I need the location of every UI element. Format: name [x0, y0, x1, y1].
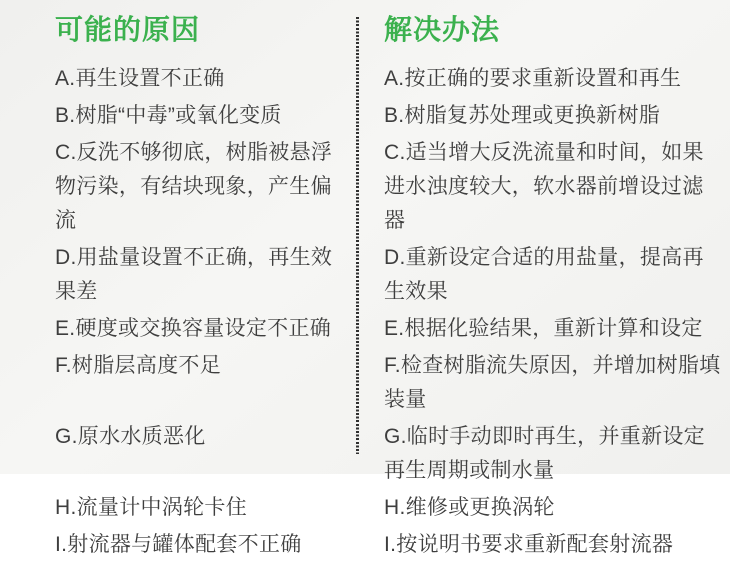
solutions-column-title: 解决办法 [384, 14, 501, 45]
column-divider [356, 17, 359, 454]
table-row [0, 312, 730, 346]
solution-text: H.维修或更换涡轮 [384, 496, 555, 519]
cause-text: H.流量计中涡轮卡住 [55, 496, 247, 519]
table-row [0, 136, 730, 238]
causes-column-title: 可能的原因 [55, 14, 201, 45]
cause-text: G.原水水质恶化 [55, 425, 206, 448]
table-row [0, 420, 730, 488]
table-row [0, 528, 730, 562]
solution-text: B.树脂复苏处理或更换新树脂 [384, 104, 661, 127]
solution-text: A.按正确的要求重新设置和再生 [384, 67, 682, 90]
table-body [0, 62, 730, 562]
cause-text: F.树脂层高度不足 [55, 354, 222, 377]
table-row [0, 62, 730, 96]
table-row [0, 491, 730, 525]
solution-text: C.适当增大反洗流量和时间，如果进水浊度较大，软水器前增设过滤器 [384, 141, 704, 232]
solution-text: I.按说明书要求重新配套射流器 [384, 533, 674, 556]
solution-text: E.根据化验结果，重新计算和设定 [384, 317, 703, 340]
cause-text: A.再生设置不正确 [55, 67, 225, 90]
solution-text: F.检查树脂流失原因，并增加树脂填装量 [384, 354, 721, 411]
cause-text: E.硬度或交换容量设定不正确 [55, 317, 332, 340]
cause-text: C.反洗不够彻底，树脂被悬浮物污染，有结块现象，产生偏流 [55, 141, 333, 232]
cause-text: B.树脂“中毒”或氧化变质 [55, 104, 282, 127]
solution-text: G.临时手动即时再生，并重新设定再生周期或制水量 [384, 425, 705, 482]
cause-text: I.射流器与罐体配套不正确 [55, 533, 302, 556]
table-row [0, 99, 730, 133]
cause-text: D.用盐量设置不正确，再生效果差 [55, 246, 333, 303]
table-row [0, 241, 730, 309]
table-row [0, 349, 730, 417]
solution-text: D.重新设定合适的用盐量，提高再生效果 [384, 246, 704, 303]
table-header [0, 0, 730, 48]
